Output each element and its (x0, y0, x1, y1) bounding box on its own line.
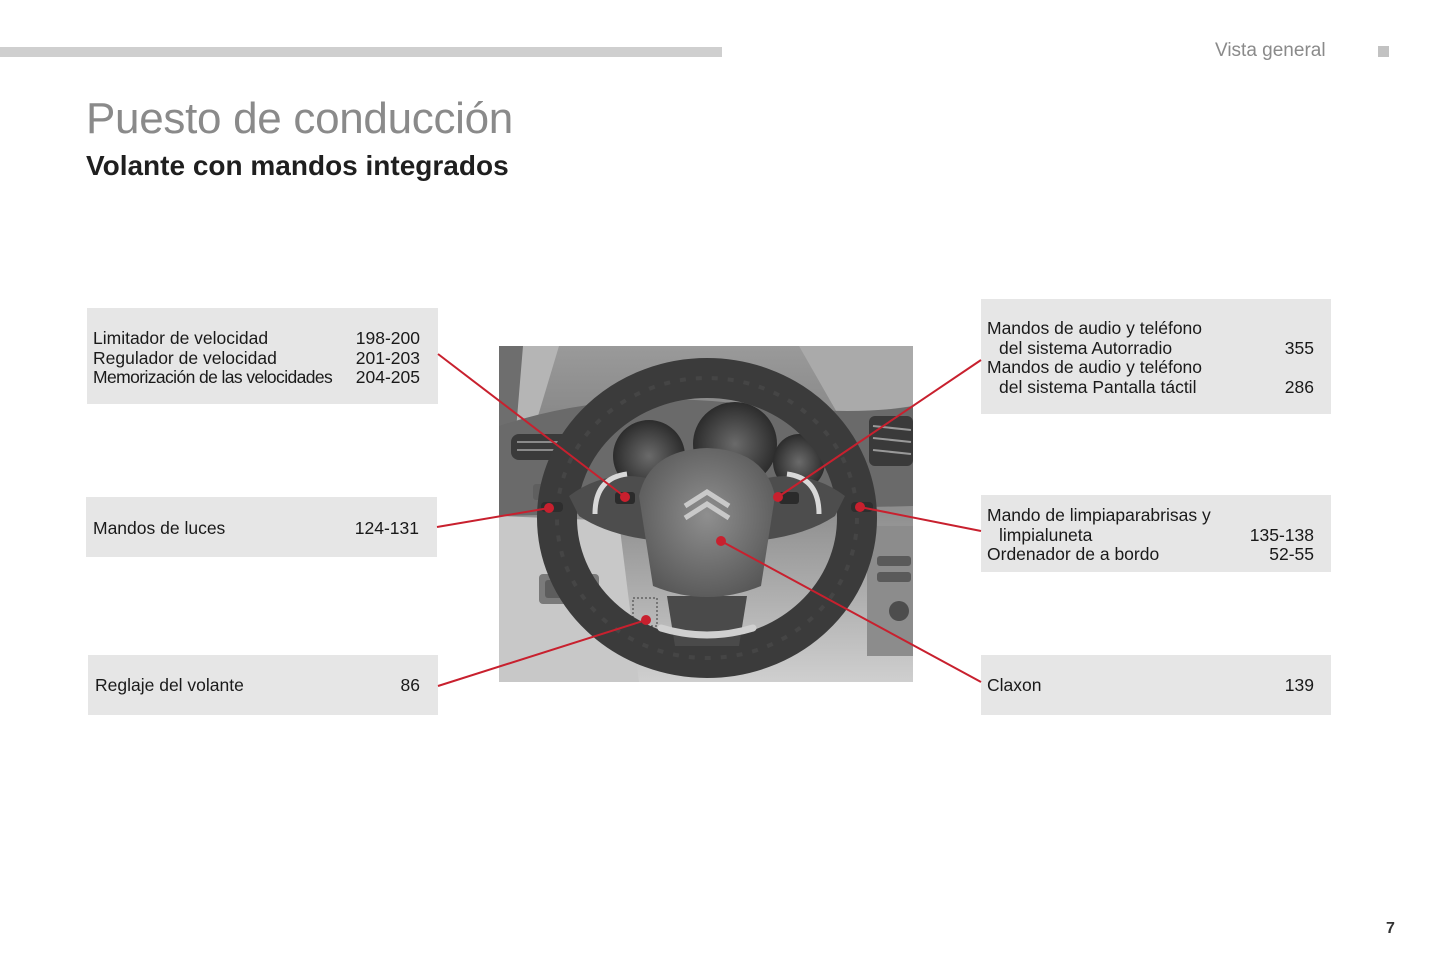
callout-page: 198-200 (355, 328, 420, 348)
callout-label: Claxon (987, 675, 1042, 695)
callout-row (93, 368, 420, 388)
callout-page: 204-205 (355, 367, 420, 388)
callout-page: 139 (1284, 675, 1314, 695)
callout-row (987, 319, 1314, 339)
callout-label: del sistema Pantalla táctil (999, 376, 1197, 397)
callout-row (987, 676, 1314, 696)
callout-row (93, 329, 420, 349)
callout-row (987, 506, 1314, 526)
callout-row (987, 378, 1314, 398)
page-subtitle: Volante con mandos integrados (86, 150, 509, 181)
callout-label: Memorización de las velocidades (93, 367, 333, 388)
section-marker-icon (1378, 46, 1389, 57)
callout-row (987, 545, 1314, 565)
steering-wheel-photo (499, 346, 913, 682)
callout-row (987, 339, 1314, 359)
callout-audio (981, 299, 1331, 414)
callout-label: limpialuneta (999, 524, 1093, 545)
callout-label: Mandos de audio y teléfono (987, 318, 1203, 338)
callout-label: Ordenador de a bordo (987, 544, 1160, 565)
callout-page: 86 (400, 675, 420, 695)
callout-label: Mando de limpiaparabrisas y (987, 505, 1211, 525)
callout-page: 124-131 (354, 518, 419, 538)
callout-row (987, 358, 1314, 378)
callout-row (987, 526, 1314, 546)
callout-label: Mandos de luces (93, 518, 226, 538)
callout-label: Mandos de audio y teléfono (987, 357, 1203, 378)
callout-label: Limitador de velocidad (93, 328, 269, 348)
callout-wipers (981, 495, 1331, 572)
page-title: Puesto de conducción (86, 94, 513, 143)
header-rule (0, 47, 722, 57)
section-label: Vista general (1215, 40, 1326, 61)
callout-wheel-adjust (88, 655, 438, 715)
callout-lights (86, 497, 437, 557)
callout-page: 52-55 (1269, 544, 1314, 565)
callout-horn (981, 655, 1331, 715)
callout-row (93, 349, 420, 369)
callout-page: 135-138 (1249, 524, 1314, 545)
callout-page: 286 (1284, 376, 1314, 397)
page-number: 7 (1386, 920, 1395, 937)
callout-label: Regulador de velocidad (93, 347, 277, 368)
callout-label: del sistema Autorradio (999, 337, 1173, 358)
callout-page: 355 (1284, 337, 1314, 358)
callout-page: 201-203 (355, 347, 420, 368)
callout-label: Reglaje del volante (95, 675, 244, 695)
callout-row (93, 519, 419, 539)
callout-speed (87, 308, 438, 404)
callout-row (95, 676, 420, 696)
